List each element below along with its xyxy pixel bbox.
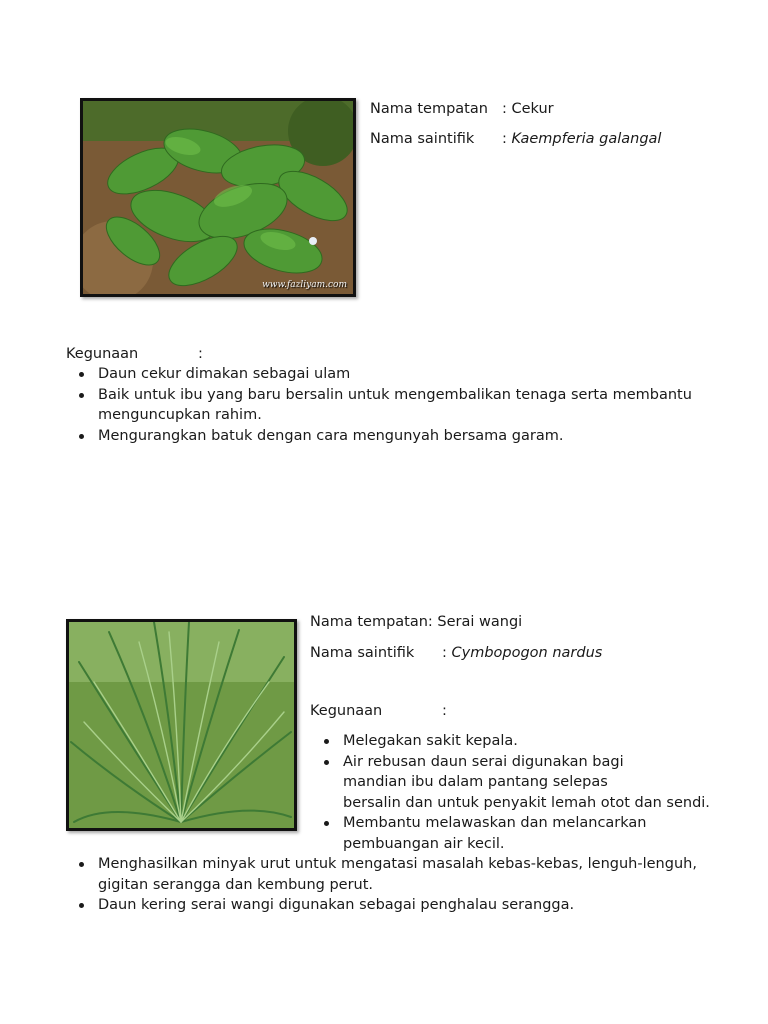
serai-wangi-uses-list-continued [98, 854, 697, 916]
uses-label: Kegunaan [66, 346, 139, 362]
cekur-uses-heading [66, 344, 203, 364]
scientific-name-sep: : [502, 131, 512, 147]
scientific-name-value: Cymbopogon nardus [451, 645, 603, 661]
uses-sep: : [198, 346, 203, 362]
serai-wangi-local-name-row [310, 612, 522, 632]
local-name-value: Serai wangi [432, 614, 523, 630]
photo-watermark: www.fazliyam.com [262, 280, 347, 290]
scientific-name-value: Kaempferia galangal [511, 131, 662, 147]
list-item: Daun kering serai wangi digunakan sebagai penghalau serangga. [98, 895, 697, 916]
list-item: Air rebusan daun serai digunakan bagi mandian ibu dalam pantang selepas bersalin dan untuk penyakit lemah otot dan sendi. [343, 752, 710, 814]
serai-wangi-photo [66, 619, 297, 831]
serai-wangi-plant-illustration [69, 622, 294, 828]
list-item: Baik untuk ibu yang baru bersalin untuk mengembalikan tenaga serta membantu menguncupkan rahim. [98, 385, 692, 426]
serai-wangi-scientific-name-row [310, 643, 602, 663]
cekur-scientific-name-row [370, 129, 661, 149]
local-name-label: Nama tempatan [370, 101, 488, 117]
uses-label: Kegunaan [310, 703, 383, 719]
scientific-name-label: Nama saintifik [370, 131, 475, 147]
local-name-label: Nama tempatan: [310, 614, 433, 630]
cekur-plant-illustration [83, 101, 353, 294]
cekur-uses-list [98, 364, 692, 446]
list-item: Melegakan sakit kepala. [343, 731, 710, 752]
uses-sep: : [442, 703, 447, 719]
local-name-value: Cekur [511, 101, 554, 117]
list-item: Daun cekur dimakan sebagai ulam [98, 364, 692, 385]
list-item: Menghasilkan minyak urut untuk mengatasi masalah kebas-kebas, lenguh-lenguh, gigitan serangga dan kembung perut. [98, 854, 697, 895]
scientific-name-sep: : [442, 645, 452, 661]
serai-wangi-uses-list [343, 731, 710, 854]
list-item: Membantu melawaskan dan melancarkan pembuangan air kecil. [343, 813, 710, 854]
local-name-sep: : [502, 101, 512, 117]
cekur-photo [80, 98, 356, 297]
scientific-name-label: Nama saintifik [310, 645, 415, 661]
cekur-local-name-row [370, 99, 554, 119]
serai-wangi-uses-heading [310, 701, 447, 721]
list-item: Mengurangkan batuk dengan cara mengunyah bersama garam. [98, 426, 692, 447]
